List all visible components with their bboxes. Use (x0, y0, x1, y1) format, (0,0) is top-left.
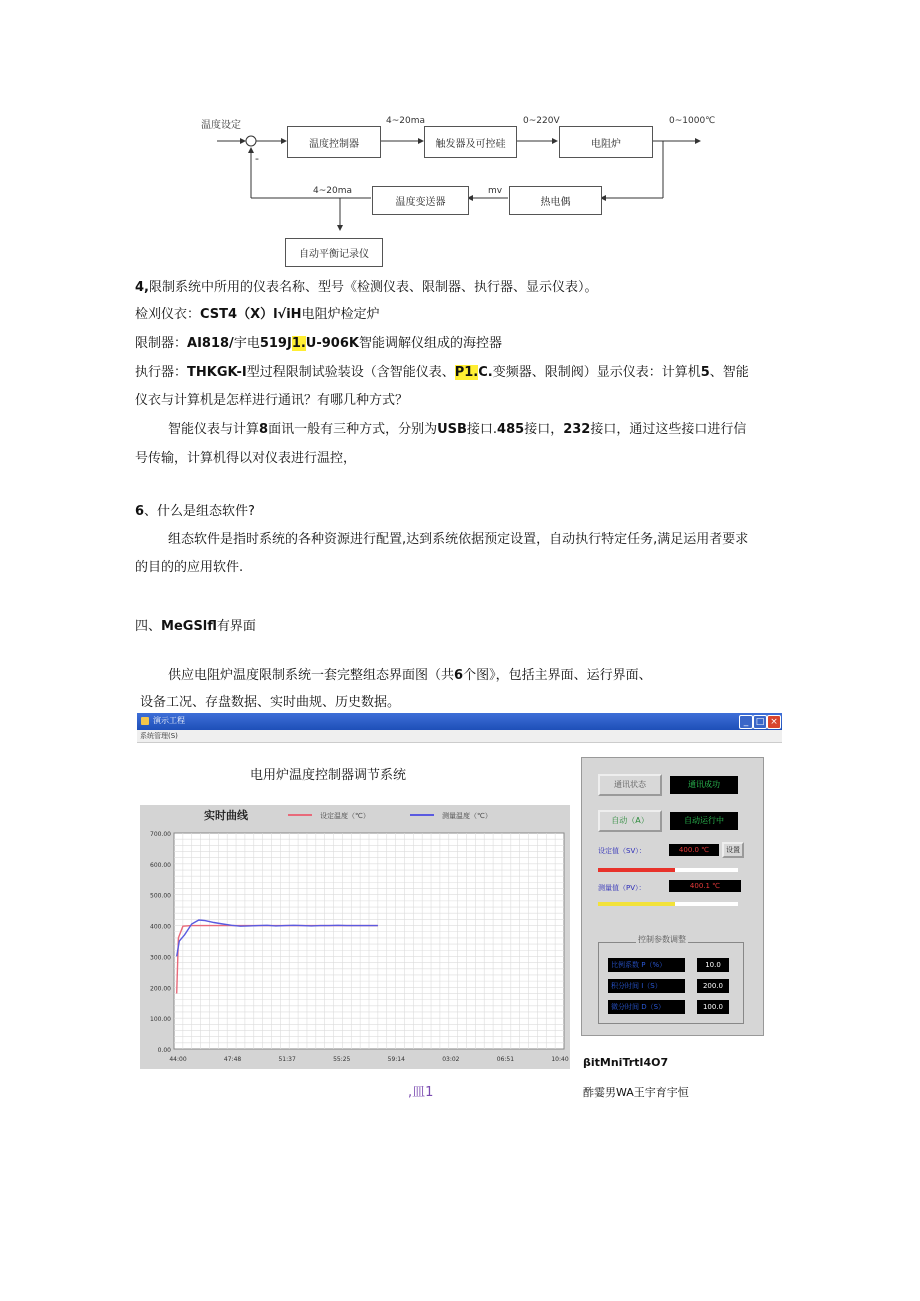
line-rest: 智能调解仪组成的海控器 (358, 336, 502, 351)
para-text: 智能仪表与计算 (168, 422, 260, 437)
x-tick-label: 10:40 (551, 1056, 569, 1063)
paragraph-comm (168, 420, 746, 440)
realtime-chart (140, 805, 570, 1069)
diagram-block-controller: 温度控制器 (287, 126, 381, 158)
window-title: 演示工程 (153, 716, 185, 725)
para-term: USB (437, 422, 467, 437)
line-text: 变频器、限制阀）显示仪表：计算机 (492, 365, 701, 380)
chart-svg (140, 805, 570, 1069)
line-model: AI818/ (187, 336, 234, 351)
window-titlebar (137, 713, 782, 730)
param-label-p: 比例系数 P（%） (608, 958, 685, 972)
control-panel (581, 757, 764, 1036)
line-text: 、智能 (709, 365, 749, 380)
para-text: 供应电阻炉温度限制系统一套完整组态界面图（共 (168, 668, 455, 683)
maximize-button[interactable]: □ (753, 715, 767, 729)
param-value-p[interactable]: 10.0 (697, 958, 729, 972)
paragraph-config-line1: 组态软件是指时系统的各种资源进行配置,达到系统依据预定设置，自动执行特定任务,满足运用者要求 (168, 532, 749, 547)
pv-bar (598, 902, 738, 906)
pv-value-display: 400.1 ℃ (669, 880, 741, 892)
side-note-2: 酢霎男WA王宇育宇恒 (583, 1086, 689, 1099)
line-controller (135, 334, 502, 354)
line-label: 检刈仪衣： (135, 307, 201, 322)
line-model: THKGK-I (187, 365, 247, 380)
x-tick-label: 59:14 (387, 1056, 405, 1063)
heading-text: 有界面 (216, 619, 256, 634)
question-number: 6 (135, 504, 145, 519)
paragraph-comm-line2: 号传输，计算机得以对仪表进行温控， (135, 451, 357, 466)
y-tick-label: 200.00 (150, 985, 171, 993)
y-tick-label: 400.00 (150, 923, 171, 931)
line-number: 5 (700, 365, 710, 380)
minimize-button[interactable]: _ (739, 715, 753, 729)
menu-system[interactable]: 系统管理(S) (140, 732, 178, 740)
y-tick-label: 700.00 (150, 831, 171, 838)
x-tick-label: 06:51 (496, 1056, 515, 1063)
question-4 (135, 278, 598, 298)
x-tick-label: 55:25 (333, 1056, 351, 1063)
paragraph-screens-line2: 设备工况、存盘数据、实时曲规、历史数据。 (140, 695, 401, 710)
param-value-i[interactable]: 200.0 (697, 979, 729, 993)
sv-value-display[interactable]: 400.0 ℃ (669, 844, 719, 856)
block-diagram (195, 110, 725, 270)
figure-caption: ,皿1 (408, 1085, 434, 1100)
x-tick-label: 51:37 (278, 1056, 296, 1063)
para-text: 个图》，包括主界面、运行界面、 (463, 668, 652, 683)
diagram-signal-label: mv (488, 186, 503, 196)
sv-bar (598, 868, 738, 872)
sv-label: 设定值（SV）： (598, 847, 646, 855)
app-icon (141, 717, 149, 725)
sv-bar-fill (598, 868, 675, 872)
diagram-input-label: 温度设定 (201, 120, 241, 131)
diagram-block-trigger: 触发器及可控硅 (424, 126, 517, 158)
para-number: 232 (563, 422, 591, 437)
line-model: U-906K (305, 336, 359, 351)
heading-term: MeGSlfl (161, 619, 217, 634)
y-tick-label: 300.00 (150, 954, 171, 962)
legend-label: 测量温度（℃） (442, 812, 492, 820)
legend-label: 设定温度（℃） (320, 812, 370, 820)
para-number: 6 (454, 668, 464, 683)
diagram-block-thermocouple: 热电偶 (509, 186, 602, 215)
para-text: 接口. (466, 422, 498, 437)
window-menubar (137, 730, 782, 743)
line-label: 限制器： (135, 336, 188, 351)
x-tick-label: 44:00 (169, 1056, 187, 1063)
x-tick-label: 47:48 (223, 1056, 242, 1063)
param-group-title: 控制参数调整 (638, 935, 686, 944)
line-model: CST4（X）l√iH (200, 307, 302, 322)
chart-title: 实时曲线 (204, 809, 248, 822)
pv-label: 测量值（PV）： (598, 884, 646, 892)
line-question-5: 仪衣与计算机是怎样进行通讯？有哪几种方式？ (135, 393, 409, 408)
line-detector (135, 305, 380, 325)
run-status-display: 自动运行中 (670, 812, 738, 830)
paragraph-screens-line1 (168, 666, 652, 686)
heading-text: 四、 (135, 619, 162, 634)
param-value-d[interactable]: 100.0 (697, 1000, 729, 1014)
diagram-signal-label: 0~1000℃ (669, 116, 716, 126)
diagram-minus-sign: - (255, 152, 259, 165)
y-tick-label: 0.00 (157, 1047, 171, 1054)
para-text: 接口，通过这些接口进行信 (590, 422, 747, 437)
highlighted-text: P1. (454, 365, 479, 380)
diagram-block-recorder: 自动平衡记录仪 (285, 238, 383, 267)
para-text: 接口， (524, 422, 564, 437)
y-tick-label: 600.00 (150, 861, 171, 869)
line-text: 型过程限制试验装设（含智能仪表、 (246, 365, 455, 380)
line-model: C. (478, 365, 493, 380)
line-rest: 电阻炉检定炉 (301, 307, 380, 322)
diagram-signal-label: 4~20ma (386, 116, 426, 126)
question-text: 限制系统中所用的仪表名称、型号《检测仪表、限制器、执行器、显示仪表）。 (148, 280, 598, 295)
line-model: 519J (259, 336, 292, 351)
para-text: 面讯一般有三种方式，分别为 (268, 422, 438, 437)
y-tick-label: 500.00 (150, 892, 171, 900)
auto-mode-button[interactable]: 自动（A） (598, 810, 662, 832)
close-button[interactable]: × (767, 715, 781, 729)
system-title: 电用炉温度控制器调节系统 (250, 768, 407, 783)
line-label: 执行器： (135, 365, 188, 380)
question-6 (135, 502, 255, 522)
set-button[interactable]: 设置 (722, 842, 744, 858)
diagram-signal-label: 0~220V (523, 116, 560, 126)
question-text: 、什么是组态软件? (144, 504, 255, 519)
para-number: 485 (497, 422, 525, 437)
diagram-block-transmitter: 温度变送器 (372, 186, 469, 215)
highlighted-text: 1. (291, 336, 306, 351)
side-note-1: βitMniTrtI4O7 (583, 1056, 669, 1069)
x-tick-label: 03:02 (442, 1056, 460, 1063)
section-4-heading (135, 617, 256, 637)
diagram-block-furnace: 电阻炉 (559, 126, 653, 158)
y-tick-label: 100.00 (150, 1016, 171, 1024)
comm-status-display: 通讯成功 (670, 776, 738, 794)
pv-bar-fill (598, 902, 675, 906)
line-actuator (135, 363, 749, 383)
diagram-signal-label: 4~20ma (313, 186, 353, 196)
question-number: 4, (135, 280, 149, 295)
comm-status-button[interactable]: 通讯状态 (598, 774, 662, 796)
app-window (137, 713, 782, 743)
param-label-d: 微分时间 D（S） (608, 1000, 685, 1014)
paragraph-config-line2: 的目的的应用软件. (135, 560, 244, 575)
param-label-i: 积分时间 I（S） (608, 979, 685, 993)
line-text: 宇电 (233, 336, 260, 351)
para-number: 8 (259, 422, 269, 437)
